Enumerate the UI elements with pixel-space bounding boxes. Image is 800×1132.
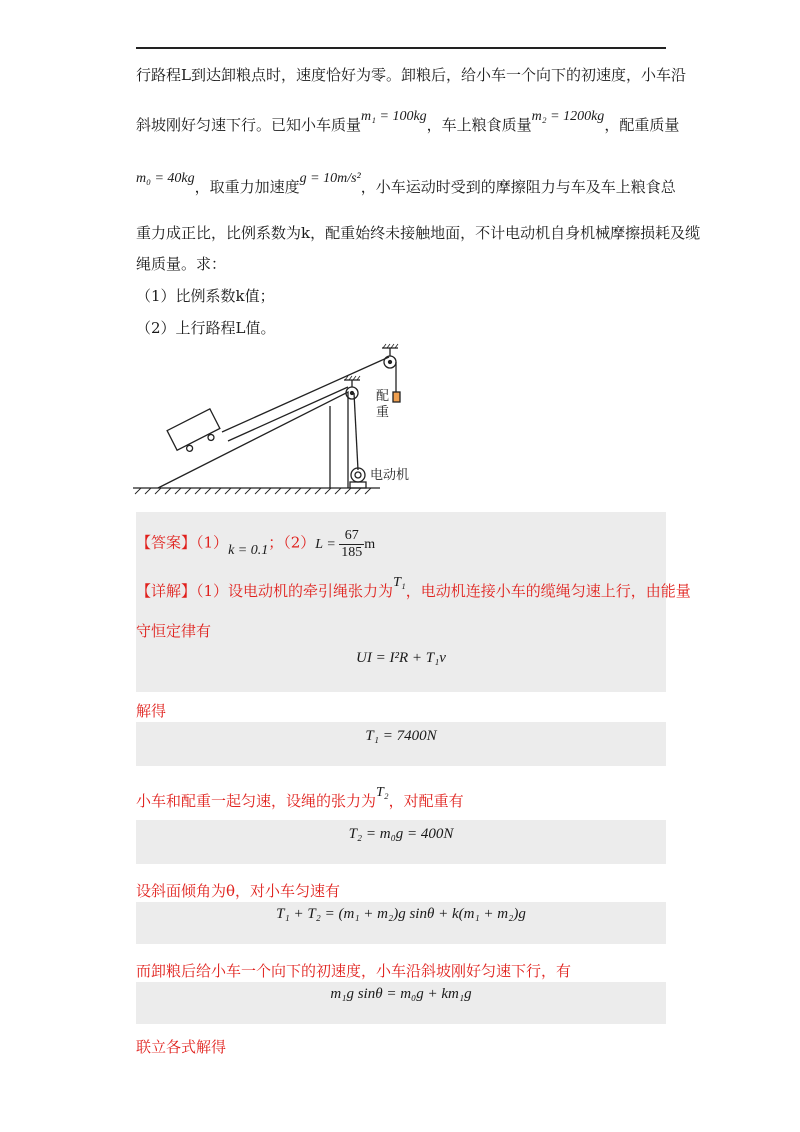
problem-line-4: 重力成正比，比例系数为k，配重始终未接触地面，不计电动机自身机械摩擦损耗及缆 — [136, 224, 701, 242]
solution-line-4: 设斜面倾角为θ，对小车匀速有 — [136, 882, 341, 900]
equation-uphill: T₁ + T₂ = (m₁ + m₂)g sinθ + k(m₁ + m₂)g — [276, 906, 526, 922]
problem-line-2: 斜坡刚好匀速下行。已知小车质量m₁ = 100kg，车上粮食质量m₂ = 1200kg，配重质量 — [136, 109, 680, 134]
m1-value: m₁ = 100kg — [361, 109, 427, 124]
problem-line-3: m₀ = 40kg，取重力加速度g = 10m/s²，小车运动时受到的摩擦阻力与车及车上粮食总 — [136, 171, 676, 196]
answer-line: 【答案】（1）k = 0.1；（2）L = $\frac{67}{185}$ m — [136, 528, 376, 560]
counterweight-label-2: 重 — [376, 405, 390, 420]
ground-hatch — [135, 488, 371, 494]
question-1: （1）比例系数k值； — [136, 287, 275, 305]
top-rule — [136, 47, 666, 49]
m2-value: m₂ = 1200kg — [531, 109, 605, 124]
k-answer: k = 0.1 — [228, 542, 269, 558]
incline-ramp — [158, 392, 348, 488]
problem-line-5: 绳质量。求： — [136, 255, 227, 273]
counterweight — [393, 392, 400, 402]
equation-downhill: m₁g sinθ = m₀g + km₁g — [330, 986, 472, 1002]
solution-line-3: 小车和配重一起匀速，设绳的张力为T₂，对配重有 — [136, 785, 464, 810]
m0-value: m₀ = 40kg — [136, 171, 195, 186]
rope-to-motor — [354, 393, 358, 470]
equation-T1: T₁ = 7400N — [365, 728, 437, 744]
cart — [167, 409, 223, 457]
solution-line-2: 守恒定律有 — [136, 622, 212, 640]
motor-label: 电动机 — [370, 468, 410, 483]
solution-line-6: 联立各式解得 — [136, 1038, 227, 1056]
equation-energy: UI = I²R + T₁v — [356, 650, 446, 666]
equation-T2: T₂ = m₀g = 400N — [348, 826, 454, 842]
problem-line-1: 行路程L到达卸粮点时，速度恰好为零。卸粮后，给小车一个向下的初速度，小车沿 — [136, 66, 686, 84]
solution-line-1: 【详解】（1）设电动机的牵引绳张力为T₁，电动机连接小车的缆绳匀速上行，由能量 — [136, 575, 691, 600]
rope-to-top-pulley — [222, 357, 389, 432]
incline-diagram — [130, 340, 430, 500]
L-answer: L = $\frac{67}{185}$ m — [315, 528, 376, 560]
solve-label-1: 解得 — [136, 702, 167, 720]
question-2: （2）上行路程L值。 — [136, 319, 276, 337]
solution-line-5: 而卸粮后给小车一个向下的初速度，小车沿斜坡刚好匀速下行，有 — [136, 962, 572, 980]
motor — [351, 468, 365, 482]
g-value: g = 10m/s² — [299, 171, 361, 186]
counterweight-label-1: 配 — [376, 389, 390, 404]
